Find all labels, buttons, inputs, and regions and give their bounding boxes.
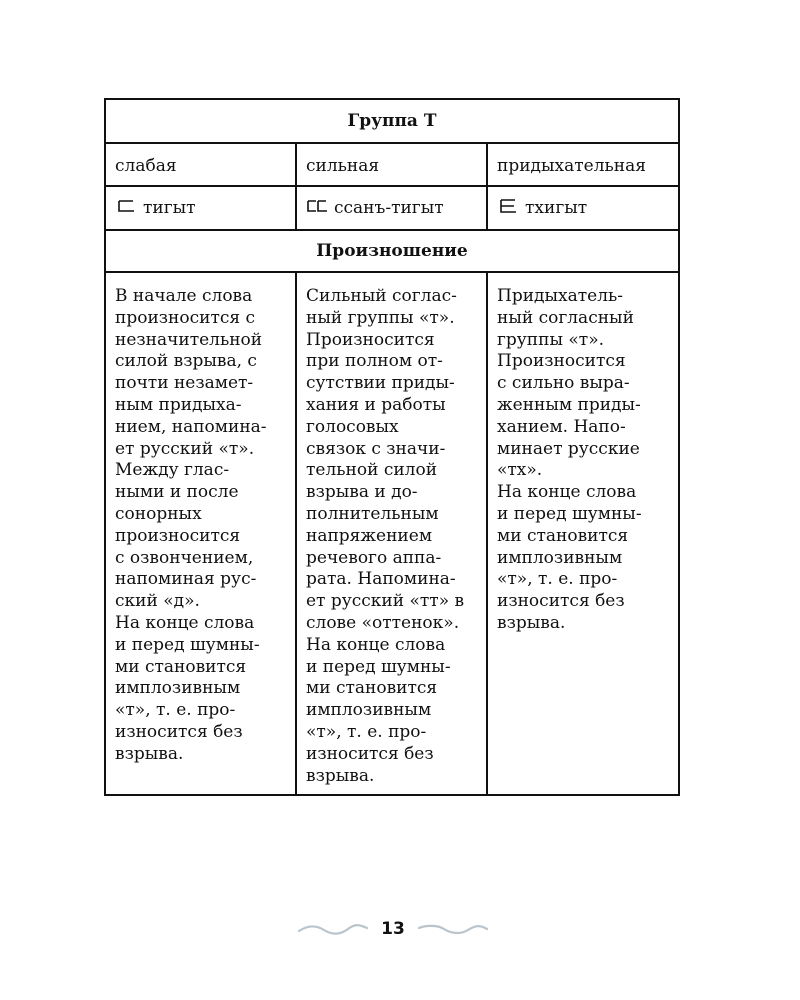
hangul-thieut-icon xyxy=(497,197,519,215)
hangul-tigeut-icon xyxy=(115,197,137,215)
wave-ornament-icon xyxy=(298,922,368,936)
consonant-table xyxy=(104,98,680,796)
description-weak: В начале слова произносится с незначительной силой взрыва, с почти незамет- ным придыха- нием, напомина- ет русский «т». Между глас- ными и после сонорных произносится с озвончением, напоминая рус- ский «д». На конце слова и перед шумны- ми становится имплозивным «т», т. е. про- износится без взрыва. xyxy=(115,286,267,764)
type-cell-weak xyxy=(106,144,297,185)
letter-ssangtigeut xyxy=(306,198,444,218)
letter-tigeut xyxy=(115,198,196,218)
section-title-row xyxy=(106,231,678,273)
description-strong: Сильный соглас- ный группы «т». Произносится при полном от- сутствии приды- хания и работы голосовых связок с значи- тельной силой взрыва и до- полнительным напряжением речевого аппа- рата. Напомина- ет русский «тт» в слове «оттенок». На конце слова и перед шумны- ми становится имплозивным «т», т. е. про- износится без взрыва. xyxy=(306,286,465,786)
description-aspirated: Придыхатель- ный согласный группы «т». Произносится с сильно выра- женным приды- ханием. Напо- минает русские «тх». На конце слова и перед шумны- ми становится имплозивным «т», т. е. про- износится без взрыва. xyxy=(497,286,642,633)
letter-name-ssangtigeut: ссанъ-тигыт xyxy=(334,198,444,218)
description-cell-aspirated xyxy=(488,273,678,794)
page-footer xyxy=(0,916,800,944)
hangul-ssangtigeut-icon xyxy=(306,197,328,215)
type-cell-aspirated xyxy=(488,144,678,185)
letter-name-tigeut: тигыт xyxy=(143,198,196,218)
table-title-row xyxy=(106,100,678,144)
letter-thieut xyxy=(497,198,587,218)
description-row xyxy=(106,273,678,794)
type-cell-strong xyxy=(297,144,488,185)
letter-name-thieut: тхигыт xyxy=(525,198,588,218)
letter-cell-ssangtigeut xyxy=(297,187,488,229)
letter-row xyxy=(106,187,678,231)
letter-cell-tigeut xyxy=(106,187,297,229)
section-title: Произношение xyxy=(316,241,468,261)
letter-cell-thieut xyxy=(488,187,678,229)
wave-ornament-icon xyxy=(418,922,488,936)
type-row xyxy=(106,144,678,187)
table-title: Группа Т xyxy=(347,111,437,131)
type-label-aspirated: придыхательная xyxy=(497,156,646,176)
type-label-weak: слабая xyxy=(115,156,177,176)
page-number: 13 xyxy=(381,919,405,939)
type-label-strong: сильная xyxy=(306,156,380,176)
description-cell-strong xyxy=(297,273,488,794)
description-cell-weak xyxy=(106,273,297,794)
